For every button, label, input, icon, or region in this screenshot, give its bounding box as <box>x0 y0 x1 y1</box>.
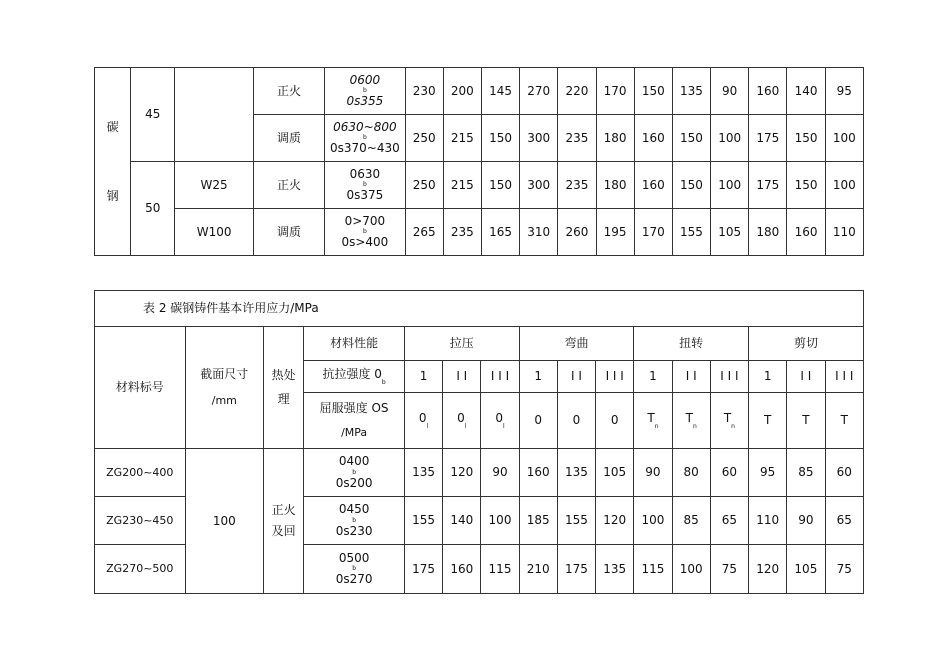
value-cell: 80 <box>672 449 710 497</box>
value-cell: 120 <box>443 449 481 497</box>
stress-symbol <box>443 393 481 449</box>
tensile-value: 0>700 <box>344 213 386 228</box>
value-cell: 155 <box>404 497 442 545</box>
symbol-sub: l <box>426 422 429 430</box>
symbol-sub: n <box>654 422 659 430</box>
value-cell: 300 <box>520 115 558 162</box>
size-cell: W100 <box>175 209 253 256</box>
symbol-main: 0 <box>495 410 503 425</box>
value-cell: 105 <box>596 449 634 497</box>
value-cell: 180 <box>596 115 634 162</box>
yield-value: 0s270 <box>335 572 373 586</box>
tensile-value: 0400 <box>338 454 370 469</box>
table-row <box>95 162 864 209</box>
load-class: 1 <box>404 361 442 393</box>
tensile-strength-label: 抗拉强度 0 <box>322 366 382 381</box>
value-cell: 195 <box>596 209 634 256</box>
value-cell: 160 <box>634 115 672 162</box>
stress-symbol <box>749 393 787 449</box>
strength-cell <box>304 497 405 545</box>
material-char-top: 碳 <box>106 120 119 135</box>
value-cell: 90 <box>481 449 519 497</box>
value-cell: 235 <box>443 209 481 256</box>
symbol-sub: l <box>502 422 505 430</box>
subscript-mark: b <box>352 565 357 572</box>
grade-cell: ZG230~450 <box>95 497 186 545</box>
stress-symbol <box>557 393 595 449</box>
value-cell: 150 <box>634 68 672 115</box>
value-cell: 105 <box>711 209 749 256</box>
value-cell: 150 <box>787 115 825 162</box>
subscript-mark: b <box>352 468 357 476</box>
yield-strength-unit: /MPa <box>341 426 368 440</box>
value-cell: 250 <box>405 162 443 209</box>
value-cell: 155 <box>672 209 710 256</box>
value-cell: 215 <box>443 115 481 162</box>
load-class: I I <box>557 361 595 393</box>
value-cell: 165 <box>481 209 519 256</box>
tensile-value: 0600 <box>349 72 381 87</box>
value-cell: 150 <box>787 162 825 209</box>
subscript-mark: b <box>362 134 367 141</box>
symbol-main: 0 <box>610 413 619 428</box>
load-class: 1 <box>519 361 557 393</box>
value-cell: 160 <box>443 545 481 594</box>
value-cell: 90 <box>634 449 672 497</box>
value-cell: 135 <box>596 545 634 594</box>
stress-symbol <box>596 393 634 449</box>
heat-treatment-label: 热处 <box>271 368 296 383</box>
value-cell: 110 <box>749 497 787 545</box>
value-cell: 85 <box>787 449 825 497</box>
value-cell: 175 <box>749 162 787 209</box>
table-row <box>95 68 864 115</box>
value-cell: 85 <box>672 497 710 545</box>
strength-cell <box>304 545 405 594</box>
symbol-main: T <box>802 413 810 428</box>
value-cell: 265 <box>405 209 443 256</box>
strength-cell <box>325 68 405 115</box>
tensile-value: 0630~800 <box>333 119 397 134</box>
stress-symbol <box>519 393 557 449</box>
symbol-sub: n <box>692 422 697 430</box>
table-caption-row <box>95 291 864 327</box>
yield-value: 0s355 <box>346 94 384 108</box>
value-cell: 300 <box>520 162 558 209</box>
value-cell: 160 <box>749 68 787 115</box>
value-cell: 100 <box>711 162 749 209</box>
value-cell: 90 <box>711 68 749 115</box>
symbol-main: 0 <box>572 413 581 428</box>
value-cell: 100 <box>825 115 863 162</box>
value-cell: 115 <box>481 545 519 594</box>
grade-cell: ZG270~500 <box>95 545 186 594</box>
value-cell: 160 <box>519 449 557 497</box>
yield-strength-label: 屈服强度 OS <box>319 400 389 415</box>
value-cell: 155 <box>557 497 595 545</box>
table-row <box>95 449 864 497</box>
treatment-cell: 调质 <box>253 115 324 162</box>
value-cell: 140 <box>443 497 481 545</box>
section-size-unit: /mm <box>211 394 237 408</box>
value-cell: 95 <box>825 68 863 115</box>
symbol-main: 0 <box>534 413 543 428</box>
symbol-main: 0 <box>418 410 427 425</box>
value-cell: 260 <box>558 209 596 256</box>
treatment-cell: 正火 <box>253 162 324 209</box>
value-cell: 185 <box>519 497 557 545</box>
grade-cell: 45 <box>131 68 175 162</box>
section-size-label: 截面尺寸 <box>200 366 249 381</box>
yield-value: 0s370~430 <box>330 141 400 155</box>
value-cell: 75 <box>710 545 748 594</box>
value-cell: 220 <box>558 68 596 115</box>
value-cell: 230 <box>405 68 443 115</box>
value-cell: 140 <box>787 68 825 115</box>
value-cell: 145 <box>481 68 519 115</box>
stress-symbol <box>710 393 748 449</box>
table-row <box>95 209 864 256</box>
strength-cell <box>325 209 405 256</box>
load-class: 1 <box>749 361 787 393</box>
value-cell: 60 <box>710 449 748 497</box>
grade-cell: ZG200~400 <box>95 449 186 497</box>
stress-symbol <box>481 393 519 449</box>
subscript-mark: b <box>352 516 357 524</box>
value-cell: 135 <box>404 449 442 497</box>
value-cell: 115 <box>634 545 672 594</box>
header-heat-treatment <box>264 327 304 449</box>
value-cell: 160 <box>787 209 825 256</box>
value-cell: 110 <box>825 209 863 256</box>
carbon-steel-table <box>94 67 864 256</box>
value-cell: 120 <box>596 497 634 545</box>
value-cell: 180 <box>749 209 787 256</box>
header-material-grade: 材料标号 <box>95 327 186 449</box>
symbol-main: T <box>763 413 772 428</box>
value-cell: 175 <box>749 115 787 162</box>
material-char-bottom: 钢 <box>106 188 119 203</box>
value-cell: 150 <box>481 162 519 209</box>
value-cell: 150 <box>672 115 710 162</box>
subscript-mark: b <box>362 181 367 188</box>
subscript-mark: b <box>362 87 367 94</box>
header-group-tension: 拉压 <box>404 327 519 361</box>
load-class: 1 <box>634 361 672 393</box>
symbol-main: T <box>723 410 732 425</box>
section-size-cell: 100 <box>185 449 263 594</box>
stress-symbol <box>825 393 864 449</box>
value-cell: 150 <box>481 115 519 162</box>
value-cell: 100 <box>481 497 519 545</box>
stress-symbol <box>787 393 825 449</box>
yield-value: 0s375 <box>346 188 384 202</box>
material-cell <box>95 68 131 256</box>
value-cell: 100 <box>634 497 672 545</box>
yield-value: 0s200 <box>335 475 373 490</box>
treatment-cell <box>264 449 304 594</box>
value-cell: 100 <box>825 162 863 209</box>
value-cell: 90 <box>787 497 825 545</box>
header-yield-strength <box>304 393 405 449</box>
strength-cell <box>325 162 405 209</box>
value-cell: 250 <box>405 115 443 162</box>
treatment-line-2: 及回 <box>271 524 296 538</box>
yield-value: 0s>400 <box>341 235 389 249</box>
size-cell <box>175 68 253 162</box>
header-group-shear: 剪切 <box>749 327 864 361</box>
table-caption: 表 2 碳钢铸件基本许用应力/MPa <box>95 291 864 327</box>
value-cell: 120 <box>749 545 787 594</box>
value-cell: 200 <box>443 68 481 115</box>
tensile-value: 0630 <box>349 166 381 181</box>
load-class: I I I <box>710 361 748 393</box>
header-group-torsion: 扭转 <box>634 327 749 361</box>
value-cell: 65 <box>710 497 748 545</box>
load-class: I I I <box>481 361 519 393</box>
value-cell: 215 <box>443 162 481 209</box>
yield-value: 0s230 <box>335 523 373 538</box>
value-cell: 175 <box>404 545 442 594</box>
load-class: I I <box>443 361 481 393</box>
value-cell: 150 <box>672 162 710 209</box>
header-properties: 材料性能 <box>304 327 405 361</box>
value-cell: 175 <box>557 545 595 594</box>
symbol-sub: l <box>464 422 467 430</box>
value-cell: 135 <box>557 449 595 497</box>
tensile-subscript: b <box>381 378 386 386</box>
tensile-value: 0450 <box>338 502 370 517</box>
value-cell: 170 <box>596 68 634 115</box>
value-cell: 270 <box>520 68 558 115</box>
symbol-main: T <box>840 413 848 428</box>
value-cell: 210 <box>519 545 557 594</box>
heat-treatment-label-2: 理 <box>277 391 290 406</box>
value-cell: 170 <box>634 209 672 256</box>
value-cell: 100 <box>672 545 710 594</box>
tensile-value: 0500 <box>338 550 370 565</box>
strength-cell <box>304 449 405 497</box>
cast-steel-table <box>94 290 864 594</box>
value-cell: 135 <box>672 68 710 115</box>
value-cell: 95 <box>749 449 787 497</box>
value-cell: 160 <box>634 162 672 209</box>
load-class: I I <box>672 361 710 393</box>
treatment-cell: 正火 <box>253 68 324 115</box>
grade-cell: 50 <box>131 162 175 256</box>
value-cell: 310 <box>520 209 558 256</box>
load-class: I I I <box>825 361 864 393</box>
value-cell: 60 <box>825 449 864 497</box>
value-cell: 180 <box>596 162 634 209</box>
treatment-cell: 调质 <box>253 209 324 256</box>
value-cell: 235 <box>558 162 596 209</box>
value-cell: 75 <box>825 545 864 594</box>
header-tensile-strength <box>304 361 405 393</box>
strength-cell <box>325 115 405 162</box>
treatment-line: 正火 <box>271 502 296 517</box>
header-row <box>95 327 864 361</box>
stress-symbol <box>404 393 442 449</box>
size-cell: W25 <box>175 162 253 209</box>
value-cell: 65 <box>825 497 864 545</box>
symbol-main: 0 <box>457 410 465 425</box>
load-class: I I I <box>596 361 634 393</box>
header-section-size <box>185 327 263 449</box>
value-cell: 100 <box>711 115 749 162</box>
subscript-mark: b <box>362 228 367 235</box>
load-class: I I <box>787 361 825 393</box>
symbol-sub: n <box>731 422 735 430</box>
stress-symbol <box>672 393 710 449</box>
symbol-main: T <box>685 410 693 425</box>
symbol-main: T <box>647 410 655 425</box>
value-cell: 235 <box>558 115 596 162</box>
stress-symbol <box>634 393 672 449</box>
header-group-bending: 弯曲 <box>519 327 634 361</box>
value-cell: 105 <box>787 545 825 594</box>
